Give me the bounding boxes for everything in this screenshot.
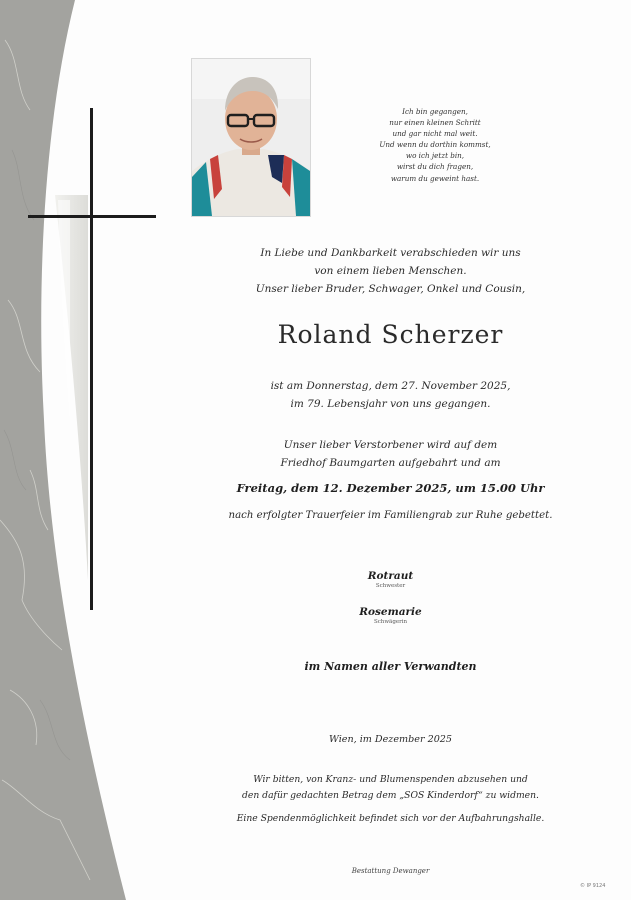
poem-line: Ich bin gegangen, [402,107,468,116]
donation-note: Eine Spendenmöglichkeit befindet sich vor der Aufbahrungshalle. [236,813,545,824]
place-date: Wien, im Dezember 2025 [329,734,452,745]
poem-line: warum du geweint hast. [390,173,480,183]
poem-line: und gar nicht mal weit. [392,129,478,139]
laid-out-line: Friedhof Baumgarten aufgebahrt und am [280,456,501,469]
intro-text [150,244,631,298]
cross-vertical-bar [90,108,93,610]
poem-line: wo ich jetzt bin, [405,151,465,161]
intro-line: Unser lieber Bruder, Schwager, Onkel und Cousin, [255,283,526,295]
memorial-poem [355,106,515,184]
laid-out-notice [150,437,631,472]
death-notice-line: im 79. Lebensjahr von uns gegangen. [290,397,491,410]
mourner-entry [150,606,631,625]
mourner-relation: Schwägerin [373,619,408,625]
death-notice [150,378,631,413]
poem-line: Und wenn du dorthin kommst, [379,140,491,150]
poem-line: wirst du dich fragen, [396,162,474,172]
death-notice-line: ist am Donnerstag, dem 27. November 2025, [270,380,511,392]
mourner-relation: Schwester [375,583,406,589]
deceased-portrait-photo [192,59,310,216]
mourner-name: Rosemarie [359,606,422,618]
donation-request-line: den dafür gedachten Betrag dem „SOS Kinderdorf“ zu widmen. [242,790,539,801]
mourner-entry [150,570,631,589]
undertaker-name: Bestattung Dewanger [351,867,430,875]
laid-out-line: Unser lieber Verstorbener wird auf dem [283,439,498,451]
burial-text: nach erfolgter Trauerfeier im Familiengrab zur Ruhe gebettet. [228,510,553,521]
form-code: © IP 9124 [580,883,606,889]
deceased-name: Roland Scherzer [277,320,504,349]
mourner-name: Rotraut [367,570,414,582]
intro-line: In Liebe und Dankbarkeit verabschieden wir uns [260,247,521,259]
all-relatives-text: im Namen aller Verwandten [304,660,477,673]
donation-request-line: Wir bitten, von Kranz- und Blumenspenden abzusehen und [253,774,528,785]
funeral-date: Freitag, dem 12. Dezember 2025, um 15.00 Uhr [236,481,545,495]
intro-line: von einem lieben Menschen. [314,265,467,277]
marble-border-decoration [0,0,140,900]
cross-horizontal-bar [28,215,156,218]
donation-request [150,772,631,804]
poem-line: nur einen kleinen Schritt [389,118,481,128]
